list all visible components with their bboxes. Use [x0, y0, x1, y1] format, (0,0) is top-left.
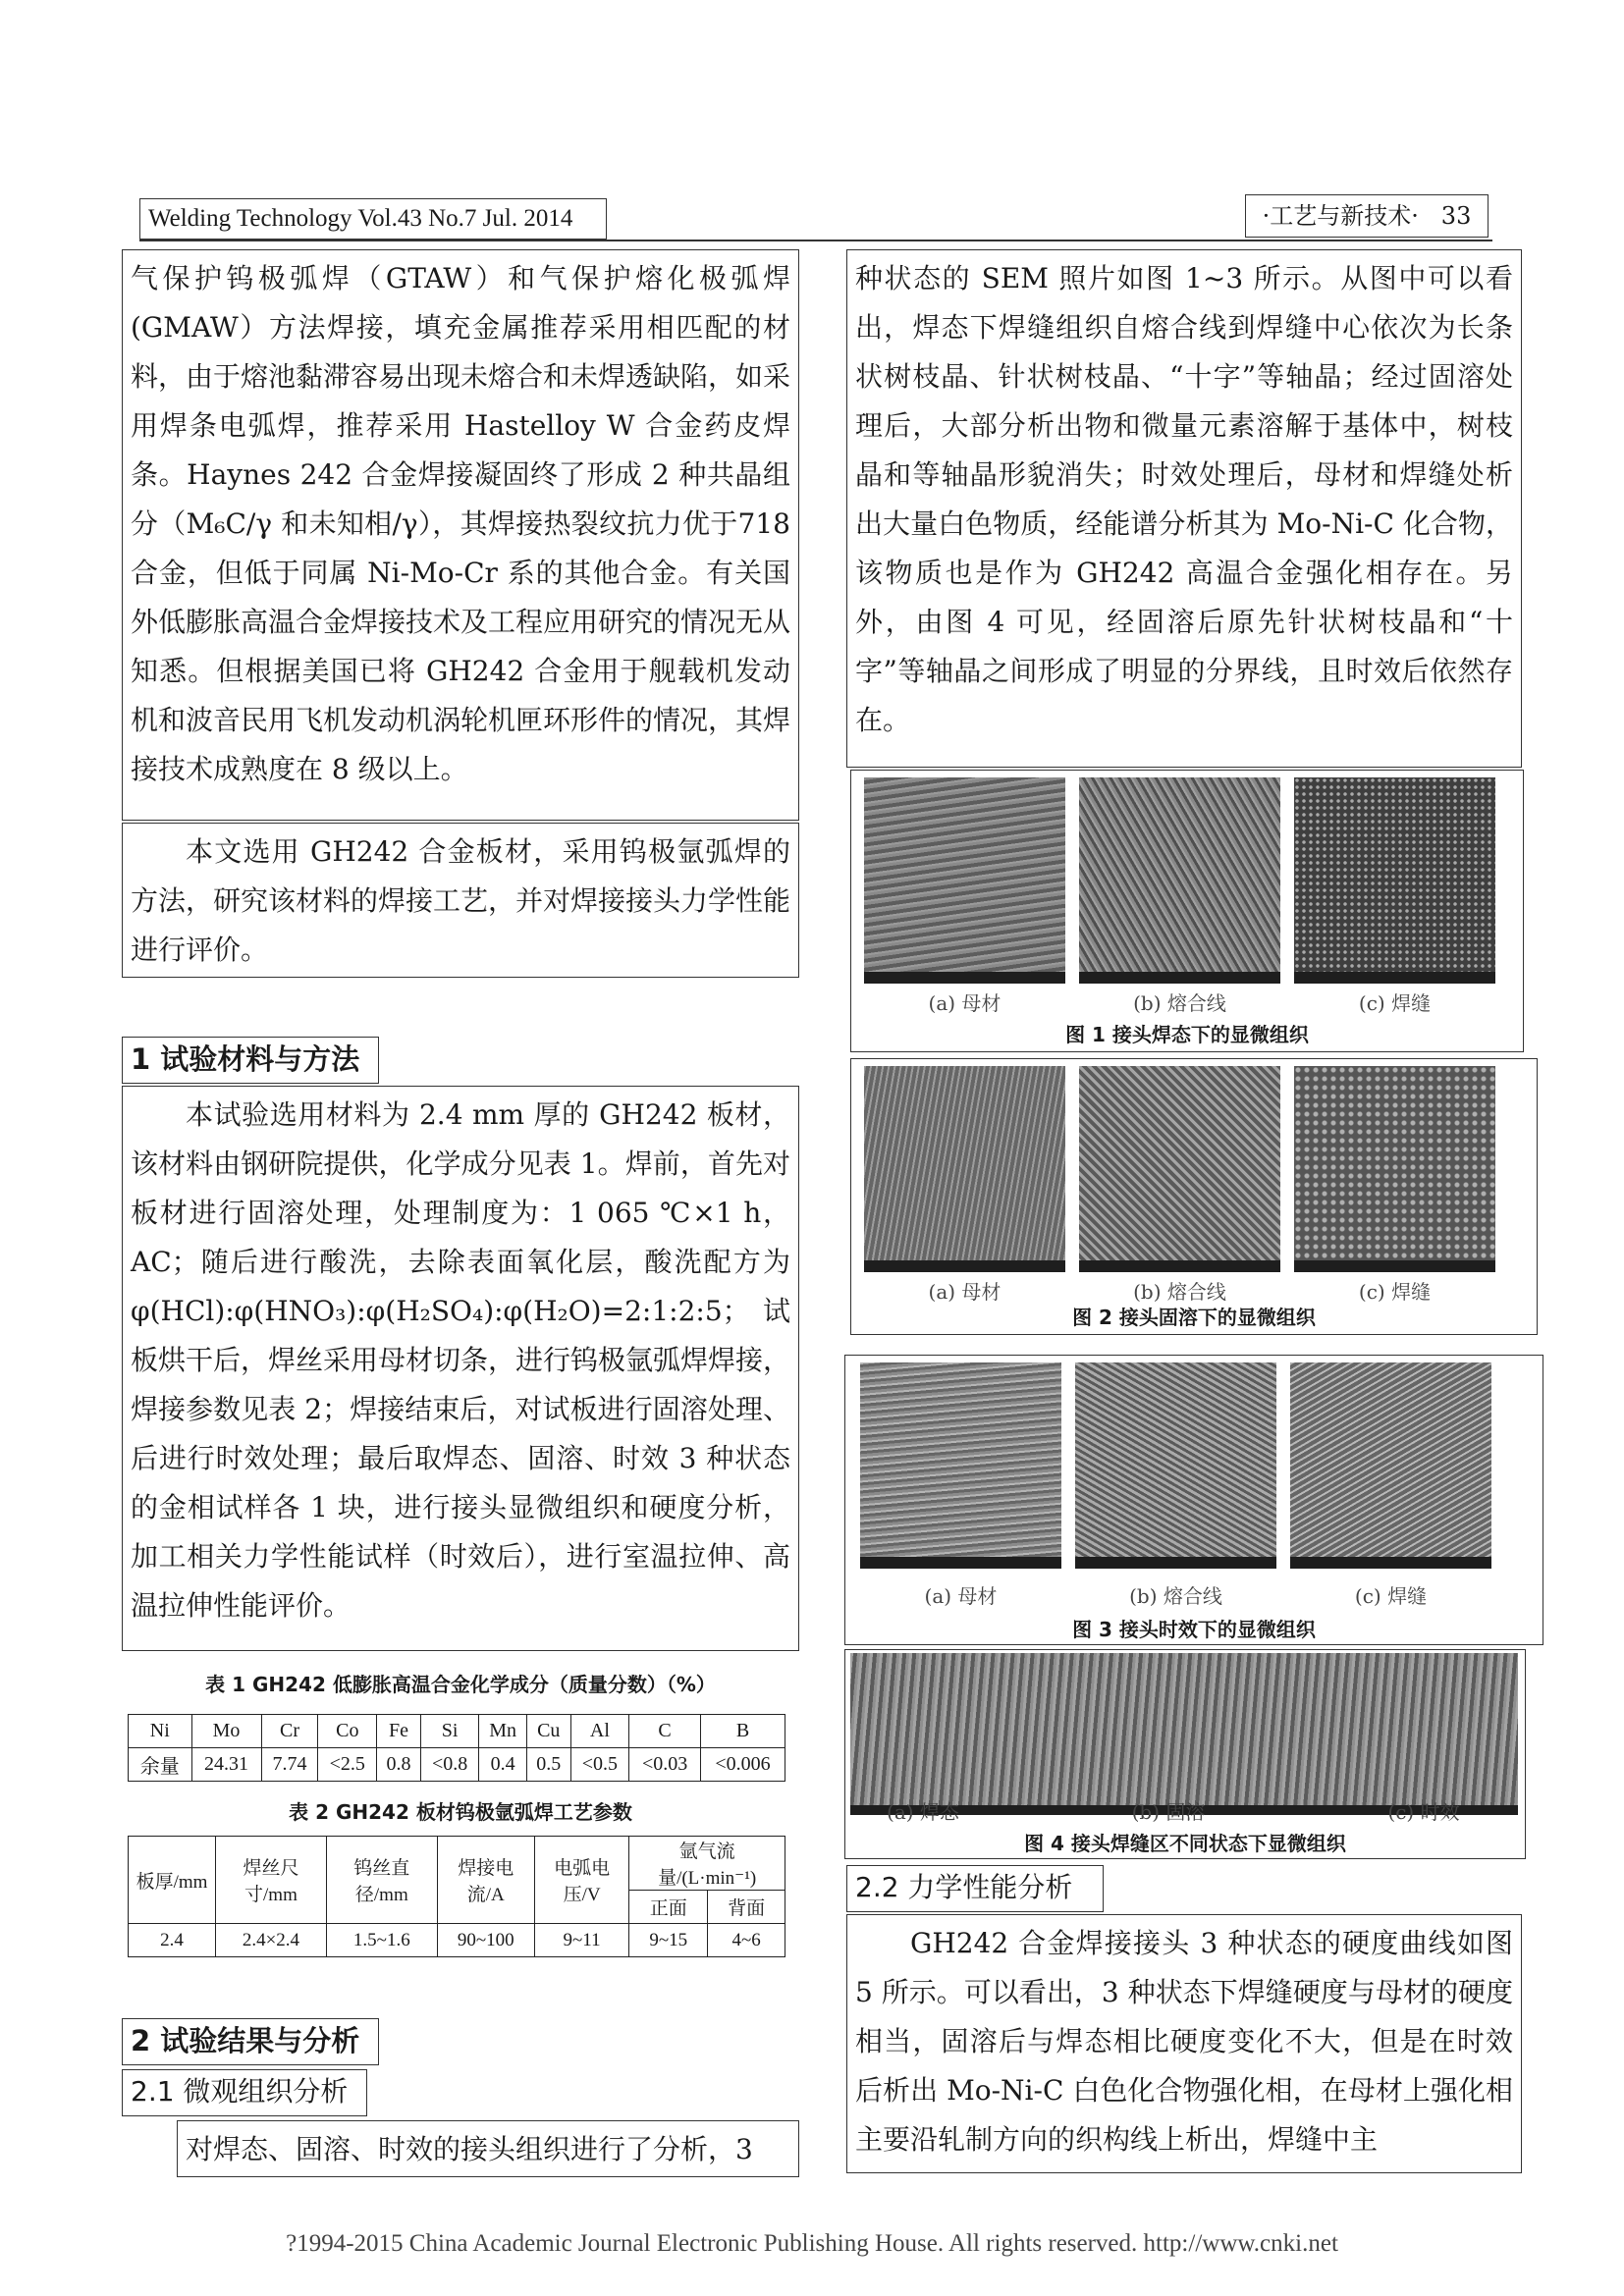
- table-header-cell: 氩气流量/(L·min⁻¹): [629, 1837, 785, 1891]
- section-2-heading: 2 试验结果与分析: [122, 2018, 379, 2065]
- figure-2-caption: 图 2 接头固溶下的显微组织: [1072, 1306, 1316, 1329]
- table-cell: Fe: [377, 1715, 421, 1748]
- table-cell: 0.4: [479, 1748, 526, 1782]
- table-cell: Mo: [191, 1715, 261, 1748]
- micrograph-image: [864, 1066, 1065, 1272]
- table-cell: Ni: [129, 1715, 192, 1748]
- table-cell: 4~6: [708, 1924, 785, 1957]
- table-cell: 7.74: [261, 1748, 318, 1782]
- table-cell: 24.31: [191, 1748, 261, 1782]
- table-cell: <0.8: [420, 1748, 479, 1782]
- table-header-cell: 正面: [629, 1891, 708, 1924]
- micrograph-image: [1079, 777, 1280, 984]
- table-cell: 0.8: [377, 1748, 421, 1782]
- left-paragraph-4: 对焊态、固溶、时效的接头组织进行了分析，3: [177, 2120, 799, 2177]
- table-1: [128, 1714, 785, 1782]
- copyright-footer: ?1994-2015 China Academic Journal Electronic Publishing House. All rights reserved. http://www.cnki.net: [286, 2230, 1338, 2257]
- table-cell: 1.5~1.6: [326, 1924, 437, 1957]
- micrograph-image: [860, 1362, 1061, 1569]
- fig1-label-a: (a) 母材: [928, 991, 1001, 1015]
- right-paragraph-2: GH242 合金焊接接头 3 种状态的硬度曲线如图 5 所示。可以看出，3 种状态下焊缝硬度与母材的硬度相当，固溶后与焊态相比硬度变化不大，但是在时效后析出 Mo-Ni-C 白色化合物强化相，在母材上强化相主要沿轧制方向的织构线上析出，焊缝中主: [846, 1914, 1522, 2173]
- journal-header: Welding Technology Vol.43 No.7 Jul. 2014: [139, 198, 607, 240]
- table-header-cell: 焊接电流/A: [437, 1837, 534, 1924]
- left-paragraph-3: 本试验选用材料为 2.4 mm 厚的 GH242 板材，该材料由钢研院提供，化学成分见表 1。焊前，首先对板材进行固溶处理，处理制度为：1 065 ℃×1 h，AC；随后进行酸洗，去除表面氧化层，酸洗配方为φ(HCl):φ(HNO₃):φ(H₂SO₄):φ(H₂O)=2:1:2:5；试板烘干后，焊丝采用母材切条，进行钨极氩弧焊焊接，焊接参数见表 2；焊接结束后，对试板进行固溶处理、后进行时效处理；最后取焊态、固溶、时效 3 种状态的金相试样各 1 块，进行接头显微组织和硬度分析，加工相关力学性能试样（时效后），进行室温拉伸、高温拉伸性能评价。: [122, 1086, 799, 1651]
- table-cell: B: [700, 1715, 785, 1748]
- table-cell: 2.4×2.4: [216, 1924, 327, 1957]
- figure-3-caption: 图 3 接头时效下的显微组织: [1072, 1618, 1316, 1641]
- fig3-label-b: (b) 熔合线: [1129, 1584, 1222, 1608]
- figure-3-images: [860, 1362, 1491, 1569]
- fig4-label-c: (c) 时效: [1387, 1800, 1460, 1824]
- fig1-label-b: (b) 熔合线: [1133, 991, 1226, 1015]
- table-row: [129, 1924, 785, 1957]
- page-header-right: [1245, 194, 1489, 238]
- micrograph-image: [1290, 1362, 1491, 1569]
- fig3-label-a: (a) 母材: [924, 1584, 998, 1608]
- table-cell: <2.5: [318, 1748, 377, 1782]
- table-cell: <0.006: [700, 1748, 785, 1782]
- micrograph-image: [1075, 1362, 1276, 1569]
- micrograph-image: [1079, 1066, 1280, 1272]
- table-2: [128, 1836, 785, 1957]
- section-2-2-heading: 2.2 力学性能分析: [846, 1865, 1104, 1912]
- table-cell: 9~11: [534, 1924, 629, 1957]
- table-cell: 2.4: [129, 1924, 216, 1957]
- table-cell: Mn: [479, 1715, 526, 1748]
- table-row: [129, 1748, 785, 1782]
- fig2-label-c: (c) 焊缝: [1358, 1280, 1432, 1304]
- table-cell: 9~15: [629, 1924, 708, 1957]
- table-cell: Al: [570, 1715, 629, 1748]
- micrograph-image: [1294, 1066, 1495, 1272]
- fig2-label-a: (a) 母材: [928, 1280, 1001, 1304]
- section-label: ·工艺与新技术·: [1262, 202, 1419, 230]
- table-cell: Co: [318, 1715, 377, 1748]
- fig1-label-c: (c) 焊缝: [1358, 991, 1432, 1015]
- left-paragraph-1: 气保护钨极弧焊（GTAW）和气保护熔化极弧焊(GMAW）方法焊接，填充金属推荐采用相匹配的材料，由于熔池黏滞容易出现未熔合和未焊透缺陷，如采用焊条电弧焊，推荐采用 Hastelloy W 合金药皮焊条。Haynes 242 合金焊接凝固终了形成 2 种共晶组分（M₆C/γ 和未知相/γ），其焊接热裂纹抗力优于718 合金，但低于同属 Ni-Mo-Cr 系的其他合金。有关国外低膨胀高温合金焊接技术及工程应用研究的情况无从知悉。但根据美国已将 GH242 合金用于舰载机发动机和波音民用飞机发动机涡轮机匣环形件的情况，其焊接技术成熟度在 8 级以上。: [122, 249, 799, 821]
- table-cell: <0.03: [629, 1748, 701, 1782]
- page-number: 33: [1440, 202, 1472, 230]
- table-header-cell: 电弧电压/V: [534, 1837, 629, 1924]
- table-header-cell: 板厚/mm: [129, 1837, 216, 1924]
- figure-1-caption: 图 1 接头焊态下的显微组织: [1065, 1023, 1309, 1046]
- table-row: [129, 1715, 785, 1748]
- table-cell: Si: [420, 1715, 479, 1748]
- right-paragraph-1: 种状态的 SEM 照片如图 1~3 所示。从图中可以看出，焊态下焊缝组织自熔合线到焊缝中心依次为长条状树枝晶、针状树枝晶、“十字”等轴晶；经过固溶处理后，大部分析出物和微量元素溶解于基体中，树枝晶和等轴晶形貌消失；时效处理后，母材和焊缝处析出大量白色物质，经能谱分析其为 Mo-Ni-C 化合物，该物质也是作为 GH242 高温合金强化相存在。另外，由图 4 可见，经固溶后原先针状树枝晶和“十字”等轴晶之间形成了明显的分界线，且时效后依然存在。: [846, 249, 1522, 768]
- micrograph-image: [864, 777, 1065, 984]
- table-cell: <0.5: [570, 1748, 629, 1782]
- fig2-label-b: (b) 熔合线: [1133, 1280, 1226, 1304]
- fig4-label-a: (a) 焊态: [887, 1800, 959, 1824]
- table-cell: Cr: [261, 1715, 318, 1748]
- section-2-1-heading: 2.1 微观组织分析: [122, 2069, 367, 2116]
- table-row: [129, 1837, 785, 1891]
- fig3-label-c: (c) 焊缝: [1354, 1584, 1428, 1608]
- table-cell: 0.5: [526, 1748, 570, 1782]
- table-2-caption: 表 2 GH242 板材钨极氩弧焊工艺参数: [289, 1800, 632, 1824]
- figure-2-images: [864, 1066, 1495, 1272]
- table-header-cell: 焊丝尺寸/mm: [216, 1837, 327, 1924]
- fig4-label-b: (b) 固溶: [1131, 1800, 1206, 1824]
- figure-4-caption: 图 4 接头焊缝区不同状态下显微组织: [1024, 1832, 1346, 1855]
- table-cell: 余量: [129, 1748, 192, 1782]
- micrograph-image: [1294, 777, 1495, 984]
- header-rule: [139, 240, 1492, 241]
- table-cell: C: [629, 1715, 701, 1748]
- table-header-cell: 钨丝直径/mm: [326, 1837, 437, 1924]
- left-paragraph-2: 本文选用 GH242 合金板材，采用钨极氩弧焊的方法，研究该材料的焊接工艺，并对焊接接头力学性能进行评价。: [122, 823, 799, 978]
- table-cell: Cu: [526, 1715, 570, 1748]
- table-header-cell: 背面: [708, 1891, 785, 1924]
- section-1-heading: 1 试验材料与方法: [122, 1037, 379, 1084]
- micrograph-image: [850, 1653, 1518, 1815]
- figure-1-images: [864, 777, 1495, 984]
- table-cell: 90~100: [437, 1924, 534, 1957]
- table-1-caption: 表 1 GH242 低膨胀高温合金化学成分（质量分数）（%）: [205, 1673, 716, 1696]
